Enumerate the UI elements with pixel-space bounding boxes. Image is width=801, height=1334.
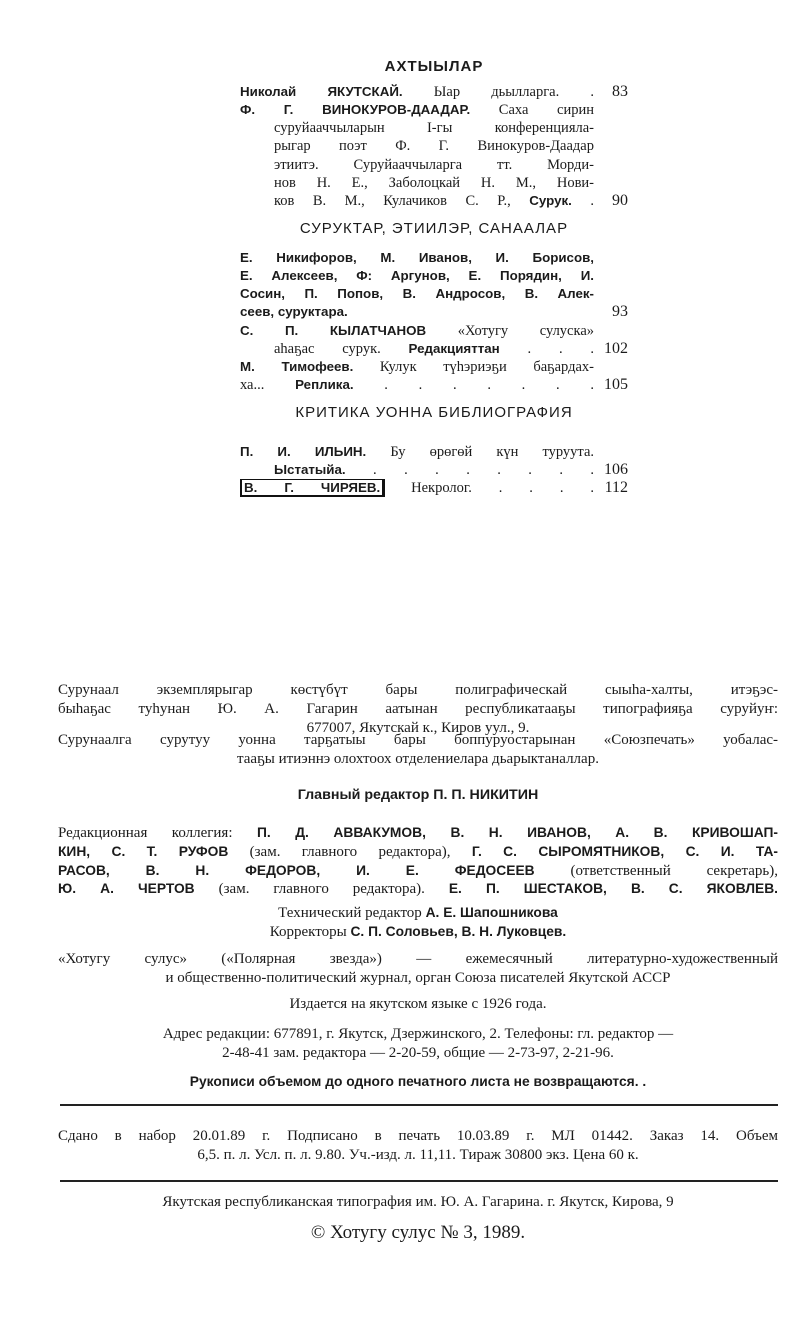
bold-text: С. П. КЫЛАТЧАНОВ (240, 322, 427, 338)
text-line (58, 970, 778, 989)
text: аhаҕас сурук. (274, 340, 409, 357)
text-line (58, 732, 778, 751)
line-text (58, 996, 778, 1015)
bold-text: Е. Алексеев, Ф: Аргунов, Е. Порядин, И. (240, 268, 594, 284)
text-line (240, 443, 628, 461)
text-line (58, 1194, 778, 1213)
bold-text: С. П. Соловьев, В. Н. Луковцев. (350, 923, 567, 939)
editorial-board (58, 825, 778, 900)
text-line (58, 751, 778, 770)
line-text (58, 1074, 778, 1093)
text: Адрес редакции: 677891, г. Якутск, Дзержинского, 2. Телефоны: гл. редактор — (162, 1026, 674, 1042)
line-text (58, 1026, 778, 1045)
bold-text: Ф. Г. ВИНОКУРОВ-ДААДАР. (240, 102, 471, 118)
toc-heading-criticism: КРИТИКА УОННА БИБЛИОГРАФИЯ (295, 404, 573, 421)
text-line (58, 701, 778, 720)
line-text (58, 732, 778, 751)
text: Сдано в набор 20.01.89 г. Подписано в печать 10.03.89 г. МЛ 01442. Заказ 14. Объем (58, 1128, 778, 1144)
toc-heading-poems: АХТЫЫЛАР (384, 58, 484, 75)
text: Якутская республиканская типография им. Ю. А. Гагарина. г. Якутск, Кирова, 9 (162, 1194, 674, 1210)
text: (ответственный секретарь), (534, 862, 778, 879)
bold-text: КИН, С. Т. РУФОВ (58, 843, 229, 859)
boxed-name: В. Г. ЧИРЯЕВ. (240, 479, 384, 497)
line-text (240, 84, 594, 102)
line-text (58, 1147, 778, 1166)
text: Корректоры (269, 923, 351, 940)
text-line (240, 304, 628, 322)
text-line (58, 863, 778, 882)
text-line (58, 786, 778, 805)
text: Некролог. . . . . (384, 480, 594, 497)
text: «Хотугу сулус» («Полярная звезда») — ежемесячный литературно-художественный (58, 951, 778, 967)
bold-text: Ю. А. ЧЕРТОВ (58, 881, 195, 897)
text: Бу өрөгөй күн туруута. (366, 444, 594, 460)
line-text (58, 682, 778, 701)
text: . . . (499, 340, 594, 357)
line-text (240, 175, 594, 193)
line-text (240, 268, 594, 286)
bold-text: П. И. ИЛЬИН. (240, 444, 367, 459)
text: . (571, 192, 594, 209)
text-line (58, 1222, 778, 1246)
bold-text: Николай ЯКУТСКАЙ. (240, 84, 403, 99)
text-line (240, 341, 628, 359)
text: ков В. М., Кулачиков С. Р., (274, 192, 530, 209)
line-text (58, 951, 778, 970)
text: Сурунаалга сурутуу уонна тарҕатыы бары боппуруостарынан «Союзпечать» уобалас- (58, 732, 778, 748)
page-number: 105 (604, 375, 628, 393)
text-line (240, 157, 628, 175)
line-text (58, 1194, 778, 1213)
text-line (58, 1045, 778, 1064)
page-number: 90 (612, 191, 628, 209)
copies-note (58, 682, 778, 738)
text-line (240, 359, 628, 377)
line-text (58, 970, 778, 989)
text: «Хотугу сулуска» (426, 322, 594, 339)
line-text (58, 881, 778, 900)
text: Кулук түhэриэҕи баҕардах- (353, 358, 594, 375)
line-text (240, 157, 594, 175)
line-text (240, 250, 594, 268)
toc-section-criticism (240, 443, 628, 497)
text: и общественно-политический журнал, орган Союза писателей Якутской АССР (165, 969, 671, 986)
bold-text: Ыстатыйа. (274, 462, 346, 478)
text: Сурунаал экземплярыгар көстүбүт бары полиграфическай сыыhа-халты, итэҕэс- (58, 682, 778, 698)
text-line (58, 996, 778, 1015)
text-line (240, 138, 628, 156)
text-line (58, 951, 778, 970)
text-line (58, 825, 778, 844)
technical-editors (58, 904, 778, 942)
editorial-address (58, 1026, 778, 1064)
line-text (240, 359, 594, 377)
line-text (240, 341, 594, 359)
text-line (58, 881, 778, 900)
divider (60, 1180, 778, 1182)
page-number: 102 (604, 339, 628, 357)
bold-text: Главный редактор П. П. НИКИТИН (297, 787, 539, 803)
line-text (58, 786, 778, 805)
text-line (240, 479, 628, 497)
line-text (240, 461, 594, 479)
page-number: 106 (604, 461, 628, 479)
chief-editor (58, 786, 778, 805)
text-line (58, 1128, 778, 1147)
bold-text: Е. П. ШЕСТАКОВ, В. С. ЯКОВЛЕВ. (448, 881, 778, 897)
page-number: 93 (612, 303, 628, 321)
bold-text: Сосин, П. Попов, В. Андросов, В. Алек- (240, 286, 594, 302)
text-line (58, 1026, 778, 1045)
text: быhаҕас туhунан Ю. А. Гагарин аатынан республикатааҕы типографияҕа суруйуҥ: (58, 700, 778, 717)
text: (зам. главного редактора). (194, 881, 449, 898)
line-text (240, 377, 594, 395)
text-line (58, 682, 778, 701)
toc-section-poems (240, 84, 628, 211)
page-number: 83 (612, 83, 628, 100)
copyright (58, 1222, 778, 1246)
line-text (240, 138, 594, 156)
text: 677007, Якутскай к., Киров уул., 9. (306, 719, 530, 736)
text: нов Н. Е., Заболоцкай Н. М., Нови- (274, 174, 594, 191)
text-line (58, 844, 778, 863)
text: тааҕы итиэннэ олохтоох отделениелара дьарыктаналлар. (237, 750, 599, 767)
bold-text: Сурук. (529, 192, 572, 208)
line-text (58, 825, 778, 844)
text: 6,5. п. л. Усл. п. л. 9.80. Уч.-изд. л. 11,11. Тираж 30800 экз. Цена 60 к. (197, 1146, 639, 1163)
divider (60, 1104, 778, 1106)
text: (зам. главного редактора), (228, 843, 472, 860)
text-line (240, 461, 628, 479)
line-text (58, 863, 778, 882)
line-text (240, 120, 594, 138)
text-line (240, 175, 628, 193)
text-line (58, 904, 778, 923)
line-text (240, 304, 594, 322)
line-text (240, 286, 594, 304)
line-text (58, 923, 778, 942)
line-text (58, 844, 778, 863)
text: Издается на якутском языке с 1926 года. (289, 996, 547, 1012)
text: Редакционная коллегия: (58, 825, 257, 841)
line-text (58, 904, 778, 923)
line-text (58, 751, 778, 770)
print-info (58, 1128, 778, 1166)
bold-text: А. Е. Шапошникова (425, 905, 558, 920)
text-line (240, 120, 628, 138)
text: Саха сирин (470, 102, 594, 119)
text-line (58, 1074, 778, 1093)
text: ха... (240, 376, 296, 393)
line-text (58, 1045, 778, 1064)
text-line (58, 1147, 778, 1166)
text-line (240, 377, 628, 395)
toc-section-letters (240, 250, 628, 395)
text-line (240, 193, 628, 211)
journal-description (58, 951, 778, 989)
manuscripts-note (58, 1074, 778, 1093)
text-line (240, 102, 628, 120)
text-line (240, 323, 628, 341)
text: Технический редактор (278, 905, 426, 921)
bold-text: Реплика. (295, 376, 354, 392)
line-text (58, 701, 778, 720)
printer-info (58, 1194, 778, 1213)
text-line (240, 250, 628, 268)
text: суруйааччыларын I-гы конференцияла- (274, 120, 594, 137)
line-text (240, 323, 594, 341)
text: . . . . . . . (353, 376, 594, 393)
text: 2-48-41 зам. редактора — 2-20-59, общие — 2-73-97, 2-21-96. (222, 1044, 614, 1061)
text-line (240, 84, 628, 102)
bold-text: М. Тимофеев. (240, 358, 354, 374)
page-number: 112 (604, 479, 628, 497)
text: этиитэ. Суруйааччыларга тт. Морди- (274, 156, 594, 173)
text: Ыар дьылларга. . (402, 84, 594, 100)
text: рыгар поэт Ф. Г. Винокуров-Даадар (274, 138, 594, 155)
line-text (240, 479, 594, 497)
line-text (58, 1222, 778, 1246)
bold-text: Е. Никифоров, М. Иванов, И. Борисов, (240, 250, 594, 265)
text: . . . . . . . . (345, 462, 594, 479)
bold-text: Г. С. СЫРОМЯТНИКОВ, С. И. ТА- (471, 843, 778, 859)
text: © Хотугу сулус № 3, 1989. (310, 1222, 526, 1243)
text-line (58, 923, 778, 942)
bold-text: Рукописи объемом до одного печатного листа не возвращаются. . (189, 1074, 647, 1089)
text-line (240, 268, 628, 286)
bold-text: Редакцияттан (408, 340, 500, 356)
line-text (58, 1128, 778, 1147)
bold-text: РАСОВ, В. Н. ФЕДОРОВ, И. Е. ФЕДОСЕЕВ (58, 862, 535, 878)
published-since (58, 996, 778, 1015)
subscription-note (58, 732, 778, 770)
text-line (240, 286, 628, 304)
line-text (240, 193, 594, 211)
bold-text: сеев, суруктара. (240, 304, 348, 320)
bold-text: П. Д. АВВАКУМОВ, В. Н. ИВАНОВ, А. В. КРИВОШАП- (256, 825, 778, 840)
toc-heading-letters: СУРУКТАР, ЭТИИЛЭР, САНААЛАР (299, 220, 569, 237)
line-text (240, 102, 594, 120)
line-text (240, 443, 594, 461)
